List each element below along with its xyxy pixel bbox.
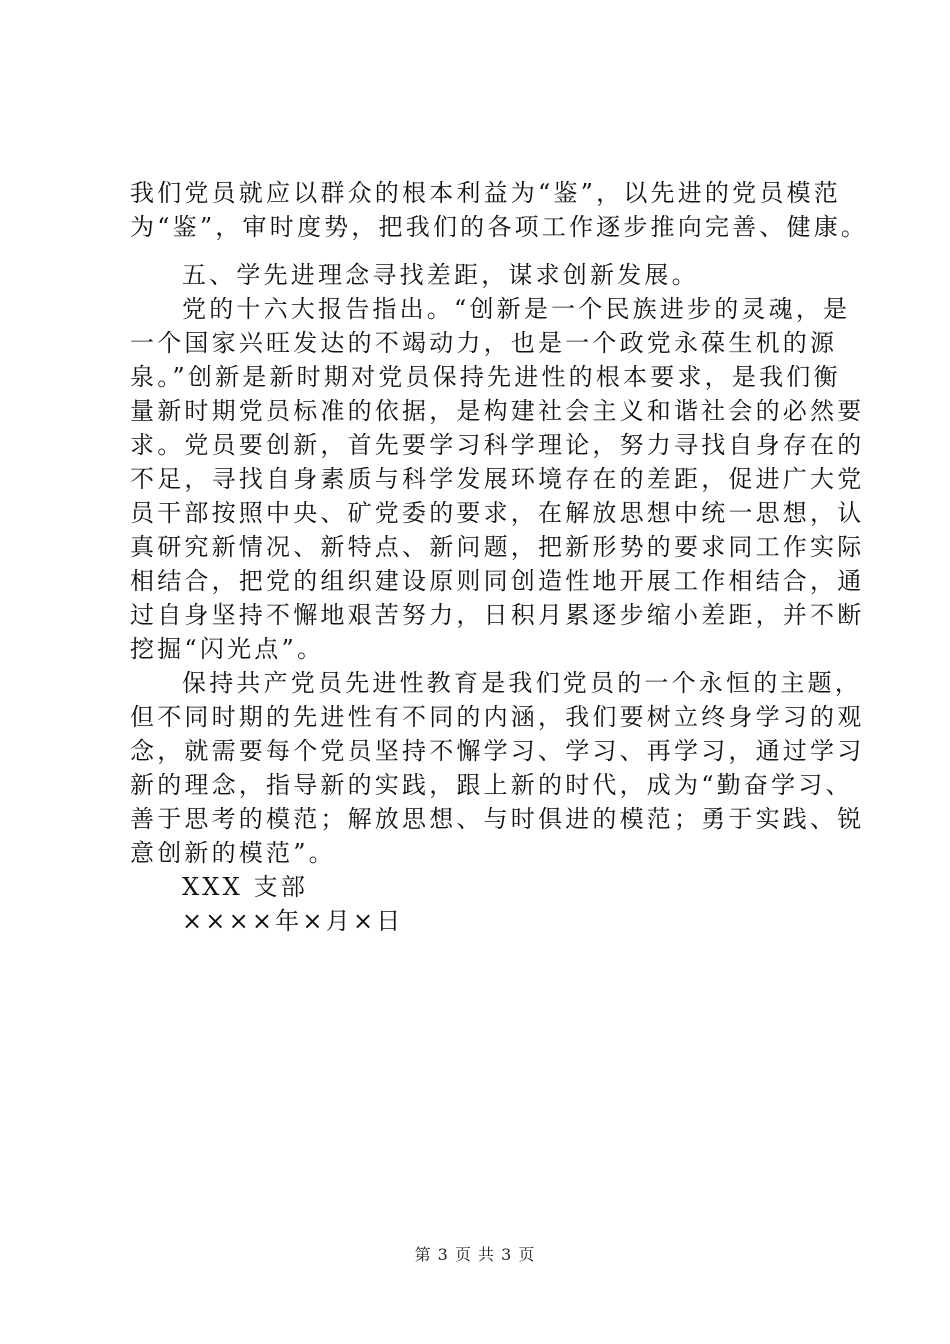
text-line: 善于思考的模范；解放思想、与时俱进的模范；勇于实践、锐 <box>130 805 865 833</box>
text-line: 我们党员就应以群众的根本利益为“鉴”，以先进的党员模范 <box>130 179 841 207</box>
text-line: 员干部按照中央、矿党委的要求，在解放思想中统一思想，认 <box>130 499 865 527</box>
page-number: 第 3 页 共 3 页 <box>414 1245 536 1264</box>
signature: XXX 支部 <box>182 873 309 901</box>
text-line: 不足，寻找自身素质与科学发展环境存在的差距，促进广大党 <box>130 465 865 493</box>
text-line: 量新时期党员标准的依据，是构建社会主义和谐社会的必然要 <box>130 397 865 425</box>
text-line: 一个国家兴旺发达的不竭动力，也是一个政党永葆生机的源 <box>130 329 838 357</box>
date: ××××年×月×日 <box>182 907 404 935</box>
section-five <box>130 258 865 938</box>
text-line: 泉。”创新是新时期对党员保持先进性的根本要求，是我们衡 <box>130 363 841 391</box>
section-heading: 五、学先进理念寻找差距，谋求创新发展。 <box>182 261 699 289</box>
opening-paragraph <box>130 176 869 244</box>
text-line: 保持共产党员先进性教育是我们党员的一个永恒的主题， <box>182 669 862 697</box>
text-line: 相结合，把党的组织建设原则同创造性地开展工作相结合，通 <box>130 567 865 595</box>
text-line: 党的十六大报告指出。“创新是一个民族进步的灵魂，是 <box>182 295 851 323</box>
page-footer <box>0 1242 950 1265</box>
text-line: 为“鉴”，审时度势，把我们的各项工作逐步推向完善、健康。 <box>130 213 869 241</box>
text-line: 新的理念，指导新的实践，跟上新的时代，成为“勤奋学习、 <box>130 771 853 799</box>
text-line: 求。党员要创新，首先要学习科学理论，努力寻找自身存在的 <box>130 431 865 459</box>
text-line: 挖掘“闪光点”。 <box>130 635 325 663</box>
text-line: 意创新的模范”。 <box>130 839 336 867</box>
text-line: 念，就需要每个党员坚持不懈学习、学习、再学习，通过学习 <box>130 737 865 765</box>
text-line: 但不同时期的先进性有不同的内涵，我们要树立终身学习的观 <box>130 703 865 731</box>
text-line: 真研究新情况、新特点、新问题，把新形势的要求同工作实际 <box>130 533 865 561</box>
text-line: 过自身坚持不懈地艰苦努力，日积月累逐步缩小差距，并不断 <box>130 601 865 629</box>
